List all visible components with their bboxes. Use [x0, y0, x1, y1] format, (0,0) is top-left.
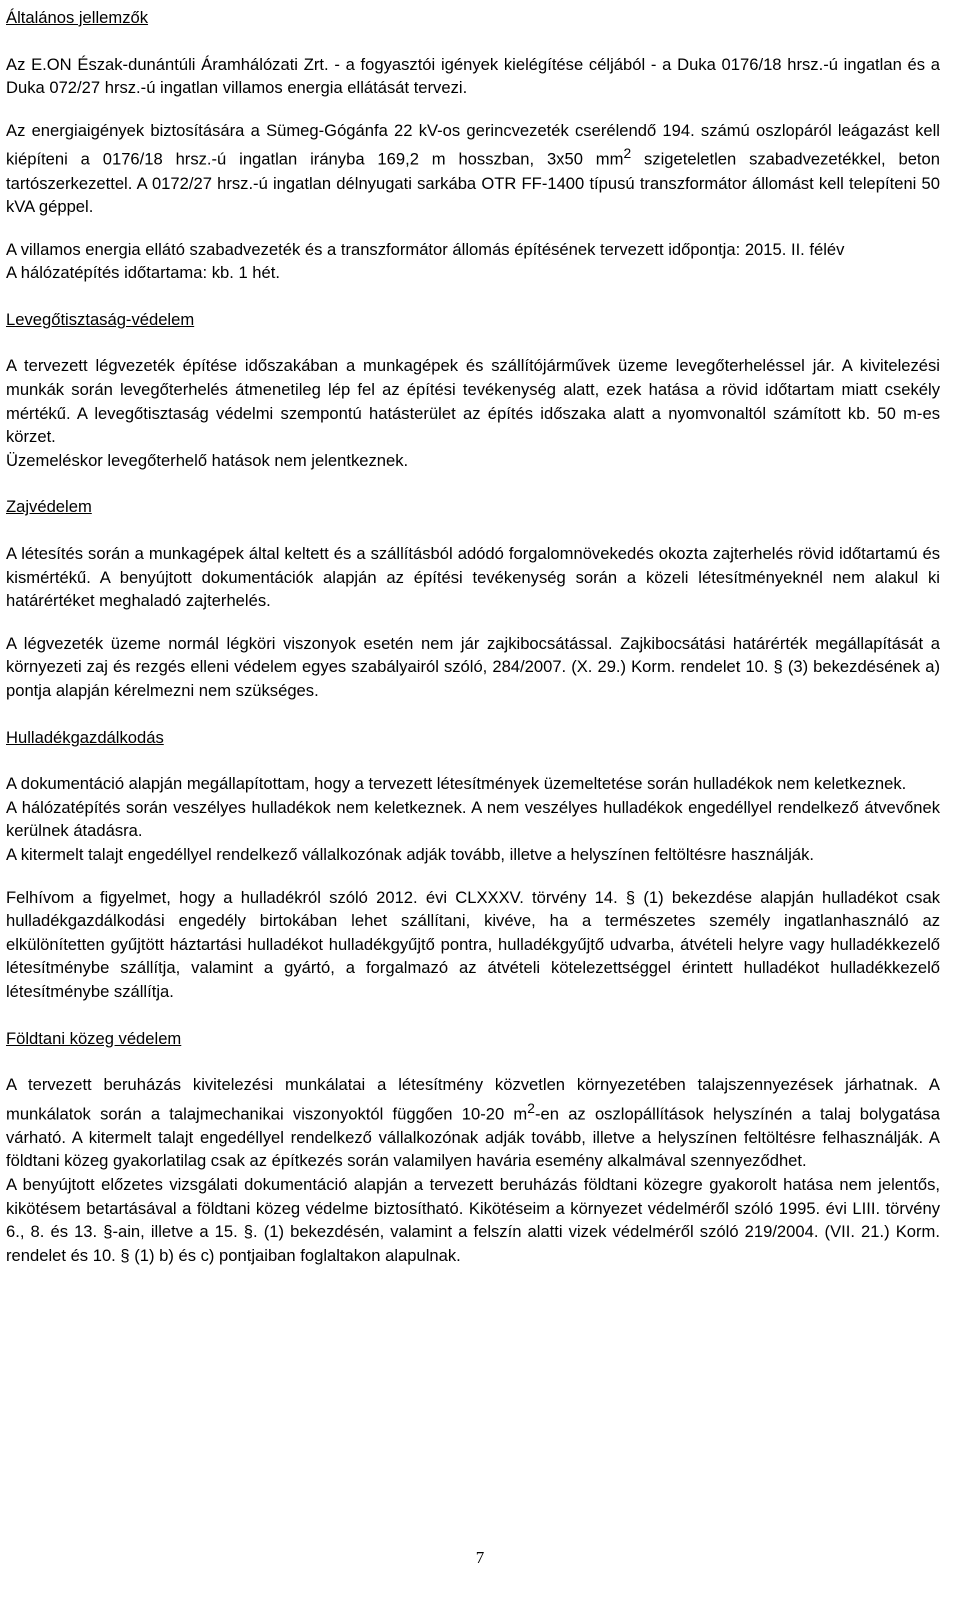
geology-paragraphs — [6, 1073, 940, 1267]
paragraph-text: A benyújtott előzetes vizsgálati dokumentáció alapján a tervezett beruházás földtani közegre gyakorolt hatása nem jelentős, kikötésem betartásával a földtani közeg védelme biztosítható. Kikötéseim a környezet védelméről szóló 1995. évi LIII. törvény 6., 8. és 13. §-ain, illetve a 15. §. (1) bekezdésén, valamint a felszín alatti vizek védelméről szóló 219/2004. (VII. 21.) Korm. rendelet és 10. § (1) b) és c) pontjaiban foglaltakon alapulnak. — [6, 1175, 940, 1265]
spacer — [6, 331, 940, 354]
spacer — [6, 867, 940, 886]
document-page — [6, 0, 940, 1267]
paragraph-text: A tervezett légvezeték építése időszakában a munkagépek és szállítójárművek üzeme levegőterheléssel jár. A kivitelezési munkák során levegőterhelés átmenetileg lép fel az építési tevékenység alatt, ezek hatása a rövid időtartam miatt csekély mértékű. A levegőtisztaság védelmi szempontú hatásterület az építés időszaka alatt a nyomvonaltól számított kb. 50 m-es körzet. — [6, 356, 940, 447]
spacer — [6, 1004, 940, 1027]
paragraph-text: A hálózatépítés során veszélyes hulladékok nem keletkeznek. A nem veszélyes hulladékok engedéllyel rendelkező átvevőnek kerülnek átadásra. — [6, 797, 940, 841]
paragraph-text: A létesítés során a munkagépek által keltett és a szállításból adódó forgalomnövekedés okozta zajterhelés rövid időtartamú és kismértékű. A benyújtott dokumentációk alapján az építési tevékenység során a közeli létesítményeknél nem alakul ki határértéket meghaladó zajterhelés. — [6, 544, 940, 611]
paragraph-text: A villamos energia ellátó szabadvezeték és a transzformátor állomás építésének tervezett időpontja: 2015. II. félév — [6, 239, 845, 259]
heading-noise: Zajvédelem — [6, 497, 92, 517]
spacer — [6, 219, 940, 238]
heading-waste: Hulladékgazdálkodás — [6, 727, 164, 747]
heading-geology: Földtani közeg védelem — [6, 1028, 182, 1048]
text-run: szigeteletlen szabadvezetékkel, beton tartószerkezettel. A 0172/27 hrsz.-ú ingatlan délnyugati sarkába OTR FF-1400 típusú transzformátor állomást kell telepíteni 50 kVA géppel. — [6, 149, 940, 217]
spacer — [6, 703, 940, 726]
paragraph-text: A hálózatépítés időtartama: kb. 1 hét. — [6, 263, 280, 283]
spacer — [6, 1050, 940, 1073]
noise-paragraph-1 — [6, 542, 940, 613]
text-run: Az energiaigények biztosítására a Sümeg-Gógánfa 22 kV-os gerincvezeték cserélendő 194. számú oszlopáról leágazást kell kiépíteni a 0176/18 hrsz.-ú ingatlan irányba 169,2 m hosszban, 3x50 mm — [6, 120, 940, 169]
air-paragraph — [6, 354, 940, 472]
noise-paragraph-2 — [6, 632, 940, 703]
general-paragraph-3 — [6, 238, 940, 285]
spacer — [6, 749, 940, 772]
general-paragraph-1 — [6, 53, 940, 100]
spacer — [6, 472, 940, 495]
waste-paragraph-4 — [6, 886, 940, 1004]
paragraph-text: A kitermelt talajt engedéllyel rendelkező vállalkozónak adják tovább, illetve a helyszínen feltöltésre használják. — [6, 844, 815, 864]
spacer — [6, 30, 940, 53]
paragraph-text: Üzemeléskor levegőterhelő hatások nem jelentkeznek. — [6, 450, 409, 470]
paragraph-text: A dokumentáció alapján megállapítottam, hogy a tervezett létesítmények üzemeltetése során hulladékok nem keletkeznek. — [6, 774, 907, 794]
superscript: 2 — [527, 1099, 535, 1116]
spacer — [6, 285, 940, 308]
text-run: -en az oszlopállítások helyszínén a talaj bolygatása várható. A kitermelt talajt engedéllyel rendelkező vállalkozónak adják tovább, illetve a helyszínen feltöltésre felhasználják. A földtani közeg gyakorlatilag csak az építkezés során valamilyen havária esemény alkalmával szennyeződhet. — [6, 1104, 940, 1171]
page-number: 7 — [475, 1548, 485, 1567]
paragraph-text — [6, 119, 940, 219]
spacer — [6, 100, 940, 119]
waste-paragraphs — [6, 772, 940, 866]
heading-general: Általános jellemzők — [6, 8, 149, 27]
paragraph-text: Az E.ON Észak-dunántúli Áramhálózati Zrt. - a fogyasztói igények kielégítése céljából - a Duka 0176/18 hrsz.-ú ingatlan és a Duka 072/27 hrsz.-ú ingatlan villamos energia ellátását tervezi. — [6, 54, 940, 98]
superscript: 2 — [623, 145, 632, 162]
paragraph-text — [6, 1073, 940, 1173]
heading-air: Levegőtisztaság-védelem — [6, 309, 195, 329]
spacer — [6, 519, 940, 542]
paragraph-text: Felhívom a figyelmet, hogy a hulladékról szóló 2012. évi CLXXXV. törvény 14. § (1) bekezdése alapján hulladékot csak hulladékgazdálkodási engedély birtokában lehet szállítani, kivéve, ha a természetes személy ingatlanhasználó az elkülönítetten gyűjtött háztartási hulladékot hulladékgyűjtő pontra, hulladékgyűjtő udvarba, átvételi helyre vagy hulladékkezelő létesítménybe szállítja, valamint a gyártó, a forgalmazó az átvételi kötelezettséggel érintett hulladékot hulladékkezelő létesítménybe szállítja. — [6, 887, 940, 1001]
paragraph-text: A légvezeték üzeme normál légköri viszonyok esetén nem jár zajkibocsátással. Zajkibocsátási határérték megállapítását a környezeti zaj és rezgés elleni védelem egyes szabályairól szóló, 284/2007. (X. 29.) Korm. rendelet 10. § (3) bekezdésének a) pontja alapján kérelmezni nem szükséges. — [6, 633, 940, 700]
general-paragraph-2 — [6, 119, 940, 219]
spacer — [6, 613, 940, 632]
text-run: A tervezett beruházás kivitelezési munkálatai a létesítmény közvetlen környezetében talajszennyezések járhatnak. A munkálatok során a talajmechanikai viszonyoktól függően 10-20 m — [6, 1075, 940, 1124]
